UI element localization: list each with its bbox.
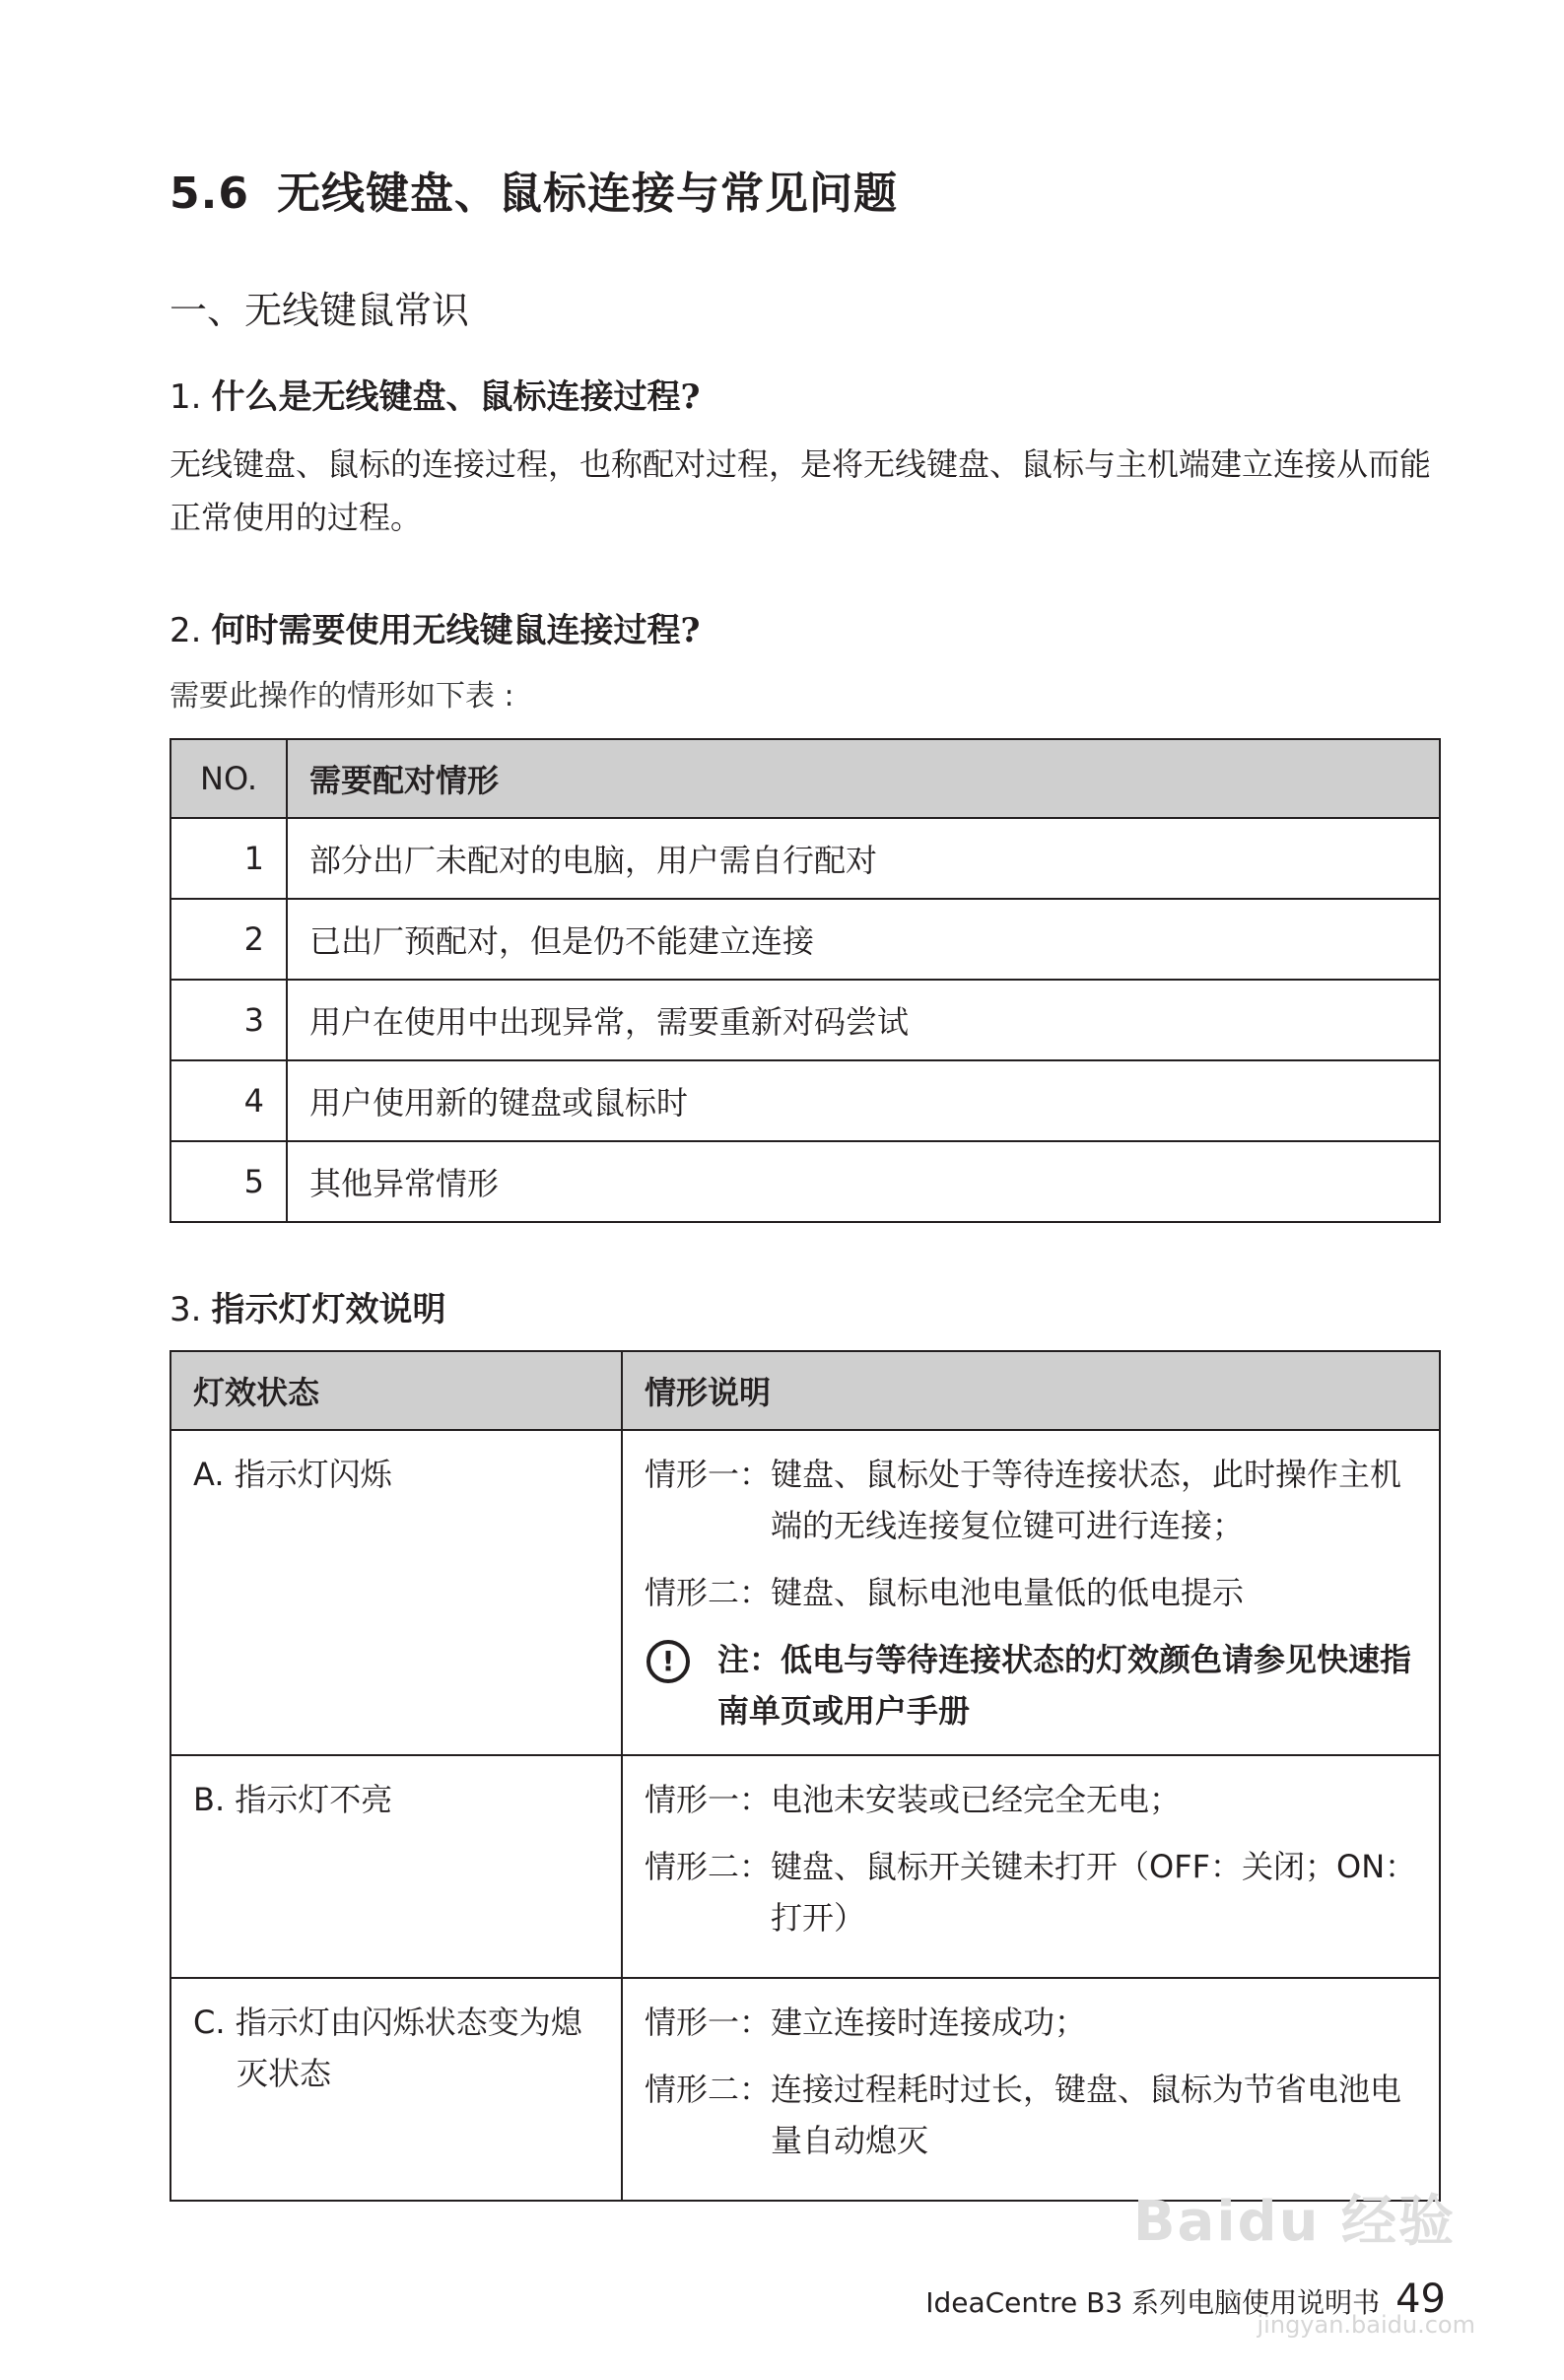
table-row: [170, 899, 1440, 980]
watermark-logo: Baidu 经验: [1132, 2190, 1456, 2254]
column-header-no: NO.: [170, 739, 287, 818]
table-row: [170, 980, 1440, 1060]
case-text: 连接过程耗时过长，键盘、鼠标为节省电池电量自动熄灭: [771, 2071, 1402, 2159]
footer-text: IdeaCentre B3 系列电脑使用说明书: [925, 2286, 1381, 2319]
case-label: 情形一：: [645, 2004, 772, 2041]
table-row: [170, 1060, 1440, 1141]
question-1-number: 1.: [170, 377, 202, 417]
case-text: 键盘、鼠标开关键未打开（OFF：关闭；ON：打开）: [771, 1848, 1417, 1937]
table-row: [170, 1430, 1440, 1755]
column-header-state: 灯效状态: [170, 1351, 622, 1430]
description-cell: [622, 1978, 1440, 2201]
case-item: [645, 1774, 1417, 1825]
row-text: 部分出厂未配对的电脑，用户需自行配对: [287, 818, 1440, 899]
page-number: 49: [1395, 2277, 1446, 2322]
section-title: [170, 158, 1441, 221]
question-3-number: 3.: [170, 1290, 202, 1329]
case-label: 情形一：: [645, 1456, 772, 1493]
state-label: A. 指示灯闪烁: [193, 1456, 392, 1493]
question-1-title: [170, 370, 1441, 418]
section-heading: 无线键盘、鼠标连接与常见问题: [276, 169, 898, 219]
case-item: [645, 1997, 1417, 2048]
table-row: [170, 1755, 1440, 1978]
case-label: 情形二：: [645, 1848, 772, 1885]
note-text: 注：低电与等待连接状态的灯效颜色请参见快速指南单页或用户手册: [717, 1641, 1412, 1730]
case-label: 情形一：: [645, 1781, 772, 1818]
state-cell: [170, 1978, 622, 2201]
indicator-table: [170, 1350, 1441, 2202]
table-header-row: [170, 739, 1440, 818]
question-2-number: 2.: [170, 611, 202, 650]
row-number: 5: [170, 1141, 287, 1222]
state-label: B. 指示灯不亮: [193, 1781, 393, 1818]
state-label: C. 指示灯由闪烁状态变为熄灭状态: [193, 2004, 582, 2092]
case-label: 情形二：: [645, 1574, 772, 1611]
question-2-title: [170, 603, 1441, 651]
question-3-title: [170, 1282, 1441, 1330]
row-text: 已出厂预配对，但是仍不能建立连接: [287, 899, 1440, 980]
case-item: [645, 1449, 1417, 1551]
case-text: 电池未安装或已经完全无电；: [771, 1781, 1182, 1818]
question-1-answer: 无线键盘、鼠标的连接过程，也称配对过程，是将无线键盘、鼠标与主机端建立连接从而能正常使用的过程。: [170, 445, 1432, 536]
column-header-description: 情形说明: [622, 1351, 1440, 1430]
question-2-intro: 需要此操作的情形如下表 :: [170, 679, 514, 714]
row-text: 用户使用新的键盘或鼠标时: [287, 1060, 1440, 1141]
question-3-text: 指示灯灯效说明: [211, 1290, 446, 1329]
question-2-text: 何时需要使用无线键鼠连接过程?: [211, 611, 701, 650]
table-row: [170, 1978, 1440, 2201]
row-number: 3: [170, 980, 287, 1060]
table-row: [170, 818, 1440, 899]
watermark-url: jingyan.baidu.com: [1257, 2311, 1475, 2339]
question-1-text: 什么是无线键盘、鼠标连接过程?: [211, 377, 701, 417]
row-number: 2: [170, 899, 287, 980]
description-cell: [622, 1430, 1440, 1755]
case-text: 键盘、鼠标电池电量低的低电提示: [771, 1574, 1245, 1611]
row-number: 4: [170, 1060, 287, 1141]
state-cell: [170, 1755, 622, 1978]
case-text: 建立连接时连接成功；: [771, 2004, 1087, 2041]
section-number: 5.6: [170, 169, 249, 219]
table-row: [170, 1141, 1440, 1222]
case-item: [645, 1841, 1417, 1943]
note: [645, 1634, 1417, 1736]
column-header-situation: 需要配对情形: [287, 739, 1440, 818]
case-text: 键盘、鼠标处于等待连接状态，此时操作主机端的无线连接复位键可进行连接；: [771, 1456, 1402, 1544]
subsection-title: 一、无线键鼠常识: [170, 289, 470, 332]
pairing-table: [170, 738, 1441, 1223]
state-cell: [170, 1430, 622, 1755]
exclamation-icon: !: [646, 1640, 690, 1683]
case-label: 情形二：: [645, 2071, 772, 2108]
table-header-row: [170, 1351, 1440, 1430]
manual-page: [170, 158, 1441, 2202]
case-item: [645, 1567, 1417, 1618]
row-number: 1: [170, 818, 287, 899]
case-item: [645, 2064, 1417, 2166]
row-text: 其他异常情形: [287, 1141, 1440, 1222]
description-cell: [622, 1755, 1440, 1978]
row-text: 用户在使用中出现异常，需要重新对码尝试: [287, 980, 1440, 1060]
